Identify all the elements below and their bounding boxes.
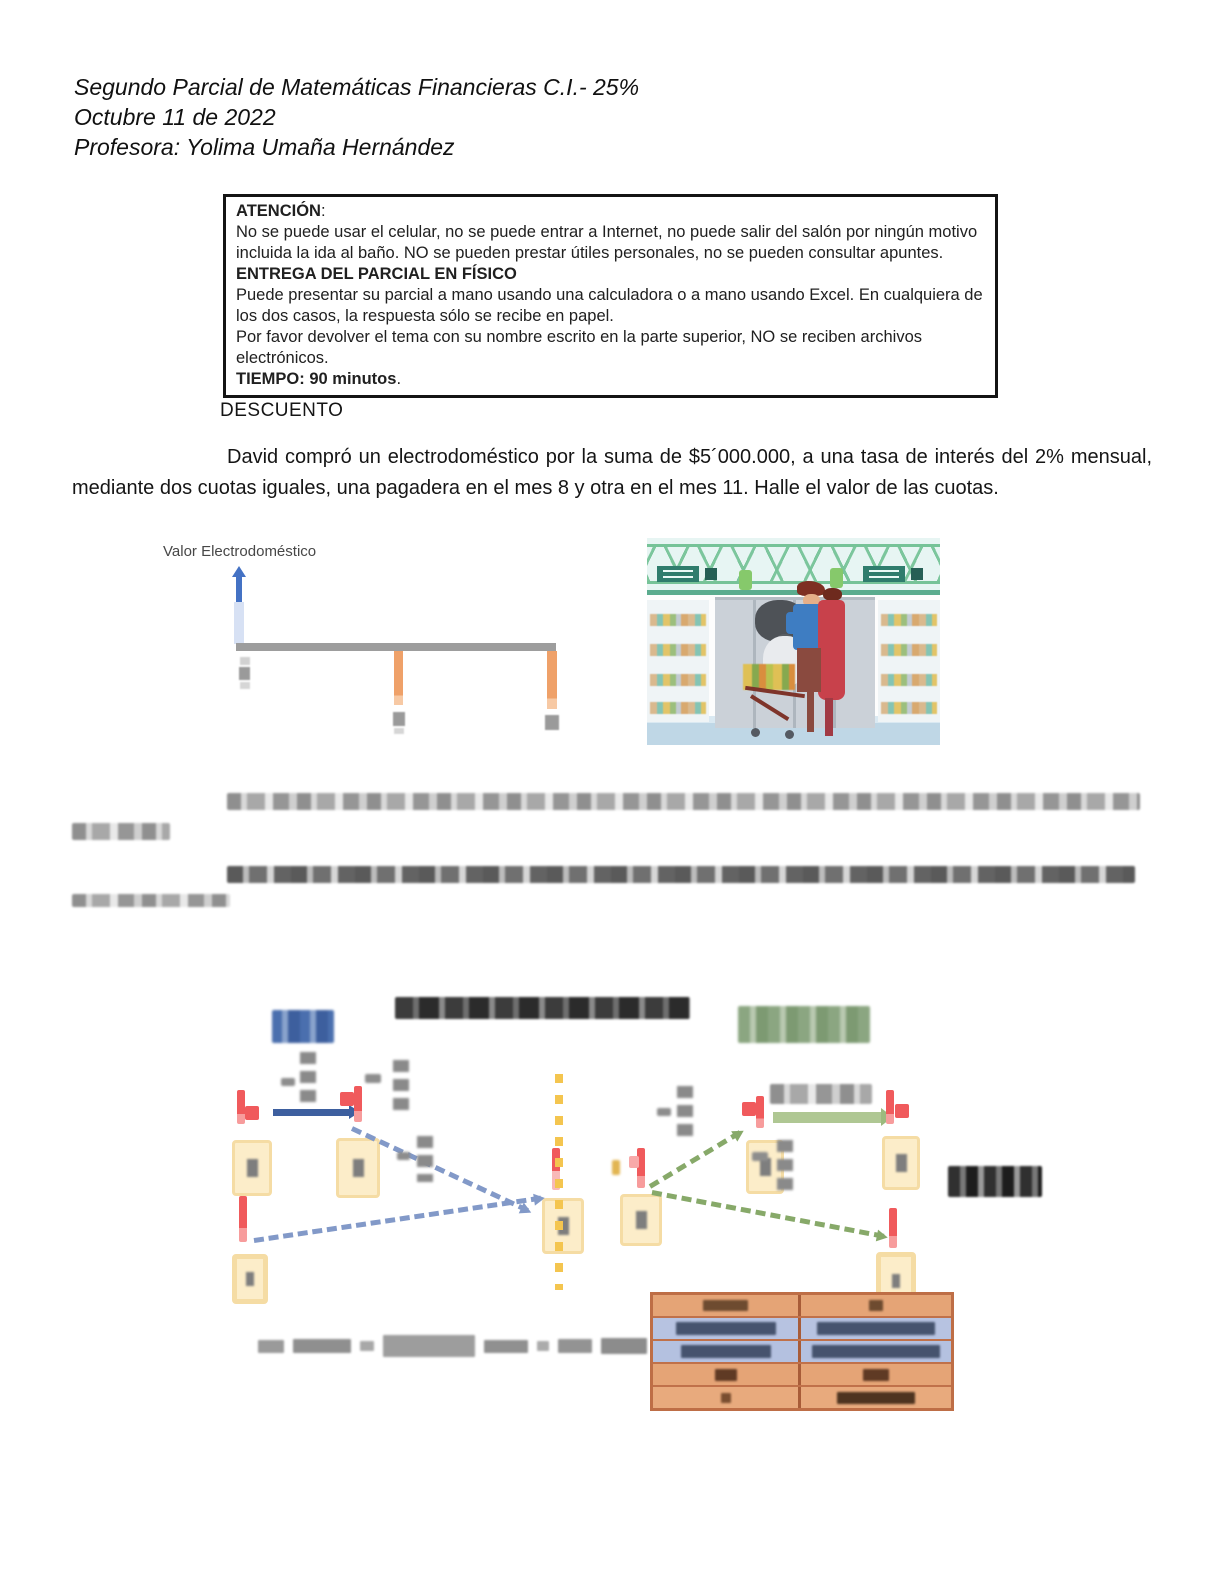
- table-row: [653, 1362, 951, 1385]
- blurred-fraction: [752, 1152, 768, 1161]
- yellow-tick: [612, 1160, 620, 1175]
- blurred-fraction: [300, 1052, 316, 1102]
- flag-marker-center-right: [629, 1148, 649, 1190]
- label-box-bottom-left: [232, 1254, 268, 1304]
- store-sign-right-box: [911, 568, 923, 580]
- man-leg: [807, 692, 814, 732]
- attention-title-line: [236, 201, 985, 222]
- attention-title: ATENCIÓN: [236, 202, 321, 220]
- header-date-line: Octubre 11 de 2022: [74, 104, 276, 130]
- timeline-axis-label: Valor Electrodoméstico: [163, 543, 317, 560]
- appliance-store-illustration: [647, 538, 940, 745]
- label-box-center-right: [620, 1194, 662, 1246]
- woman-leg: [825, 698, 833, 736]
- attention-time-label: TIEMPO: 90 minutos: [236, 370, 397, 388]
- blurred-fraction: [657, 1108, 671, 1116]
- attention-paragraph-3: Por favor devolver el tema con su nombre escrito en la parte superior, NO se reciben archivos electrónicos.: [236, 328, 922, 367]
- label-box-center-left: [542, 1198, 584, 1254]
- green-dashed-arrow-up: [649, 1130, 742, 1188]
- timeline-tick-zero: [240, 657, 250, 665]
- green-dashed-arrow-down: [652, 1190, 885, 1239]
- attention-time-line: TIEMPO: 90 minutos.: [236, 370, 402, 388]
- blurred-question-2-line-2: [72, 823, 170, 840]
- timeline-tick-zero-shadow: [240, 682, 250, 689]
- blurred-fraction: [397, 1152, 410, 1160]
- blurred-question-3-line-2: [72, 894, 230, 907]
- timeline-arrow-shaft: [236, 576, 242, 604]
- blurred-fraction: [365, 1074, 381, 1083]
- flag-marker-c: [742, 1096, 768, 1138]
- shelf-left: [647, 600, 709, 722]
- blurred-label-dato: [272, 1010, 334, 1043]
- yellow-dashed-divider: [555, 1074, 563, 1290]
- flag-marker-bottom-right: [887, 1208, 899, 1250]
- store-sign-left-box: [705, 568, 717, 580]
- store-beam: [647, 590, 940, 595]
- store-sign-right: [863, 566, 905, 582]
- exercise-statement: David compró un electrodoméstico por la suma de $5´000.000, a una tasa de interés del 2% mensual, mediante dos cuotas iguales, una pagadera en el mes 8 y otra en el mes 11. Halle el valor de las cuotas.: [72, 446, 1152, 499]
- cart-wheel-left: [751, 728, 760, 737]
- label-box-d: [882, 1136, 920, 1190]
- attention-paragraph-1: No se puede usar el celular, no se puede entrar a Internet, no puede salir del salón por ningún motivo incluida la ida al baño. NO se pueden prestar útiles personales, no se pueden consultar apuntes.: [236, 223, 978, 262]
- table-row: [653, 1385, 951, 1408]
- green-arrow-c-to-d: [773, 1112, 881, 1123]
- table-row: [653, 1316, 951, 1339]
- payment-label-month-8: [393, 712, 405, 726]
- blue-arrow-a-to-b: [273, 1109, 349, 1116]
- man-pants: [797, 648, 821, 692]
- document-header: [74, 72, 974, 162]
- attention-title-colon: :: [320, 202, 326, 220]
- blurred-fraction: [677, 1086, 693, 1138]
- blurred-question-3-line-1: [227, 866, 1135, 883]
- blurred-label-respuesta: [738, 1006, 870, 1043]
- section-heading: DESCUENTO: [220, 400, 344, 421]
- blurred-fraction: [417, 1136, 433, 1182]
- table-row: [653, 1339, 951, 1362]
- payment-label-month-8-shadow: [394, 728, 404, 734]
- blurred-diagram-title: [395, 997, 690, 1019]
- blurred-fraction: [281, 1078, 295, 1086]
- hanging-tag-left: [739, 570, 752, 590]
- timeline-value-bar: [234, 602, 244, 644]
- blurred-question-2-line-1: [227, 793, 1140, 810]
- header-title-line: Segundo Parcial de Matemáticas Financieras C.I.- 25%: [74, 74, 640, 100]
- blurred-formula: [258, 1332, 648, 1360]
- rate-equivalence-diagram: [225, 990, 1065, 1320]
- blurred-result-label: [948, 1166, 1042, 1197]
- payment-bar-month-8: [394, 651, 403, 705]
- timeline-axis: [236, 643, 556, 651]
- flag-marker-bottom-left: [237, 1196, 249, 1244]
- store-sign-left: [657, 566, 699, 582]
- header-professor-line: Profesora: Yolima Umaña Hernández: [74, 134, 455, 160]
- table-row: [653, 1295, 951, 1316]
- label-box-a: [232, 1140, 272, 1196]
- attention-paragraph-2: Puede presentar su parcial a mano usando una calculadora o a mano usando Excel. En cualquiera de los dos casos, la respuesta sólo se recibe en papel.: [236, 286, 983, 325]
- payment-bar-month-11: [547, 651, 557, 709]
- flag-marker-d: [884, 1090, 912, 1134]
- attention-box: [223, 194, 998, 398]
- shelf-right: [878, 600, 940, 722]
- payment-label-month-11: [545, 715, 559, 730]
- timeline-tick-zero-label: [239, 667, 250, 680]
- attention-subtitle: ENTREGA DEL PARCIAL EN FÍSICO: [236, 265, 517, 283]
- woman-dress: [818, 600, 845, 700]
- rates-table: [650, 1292, 954, 1411]
- blue-dashed-arrow-up: [254, 1196, 542, 1243]
- blurred-expression: [770, 1084, 872, 1104]
- cart-wheel-right: [785, 730, 794, 739]
- blurred-fraction: [393, 1060, 409, 1112]
- label-box-b: [336, 1138, 380, 1198]
- blurred-fraction: [777, 1140, 793, 1190]
- hanging-tag-right: [830, 568, 843, 588]
- flag-marker-a: [235, 1090, 261, 1136]
- man-arm: [786, 612, 797, 634]
